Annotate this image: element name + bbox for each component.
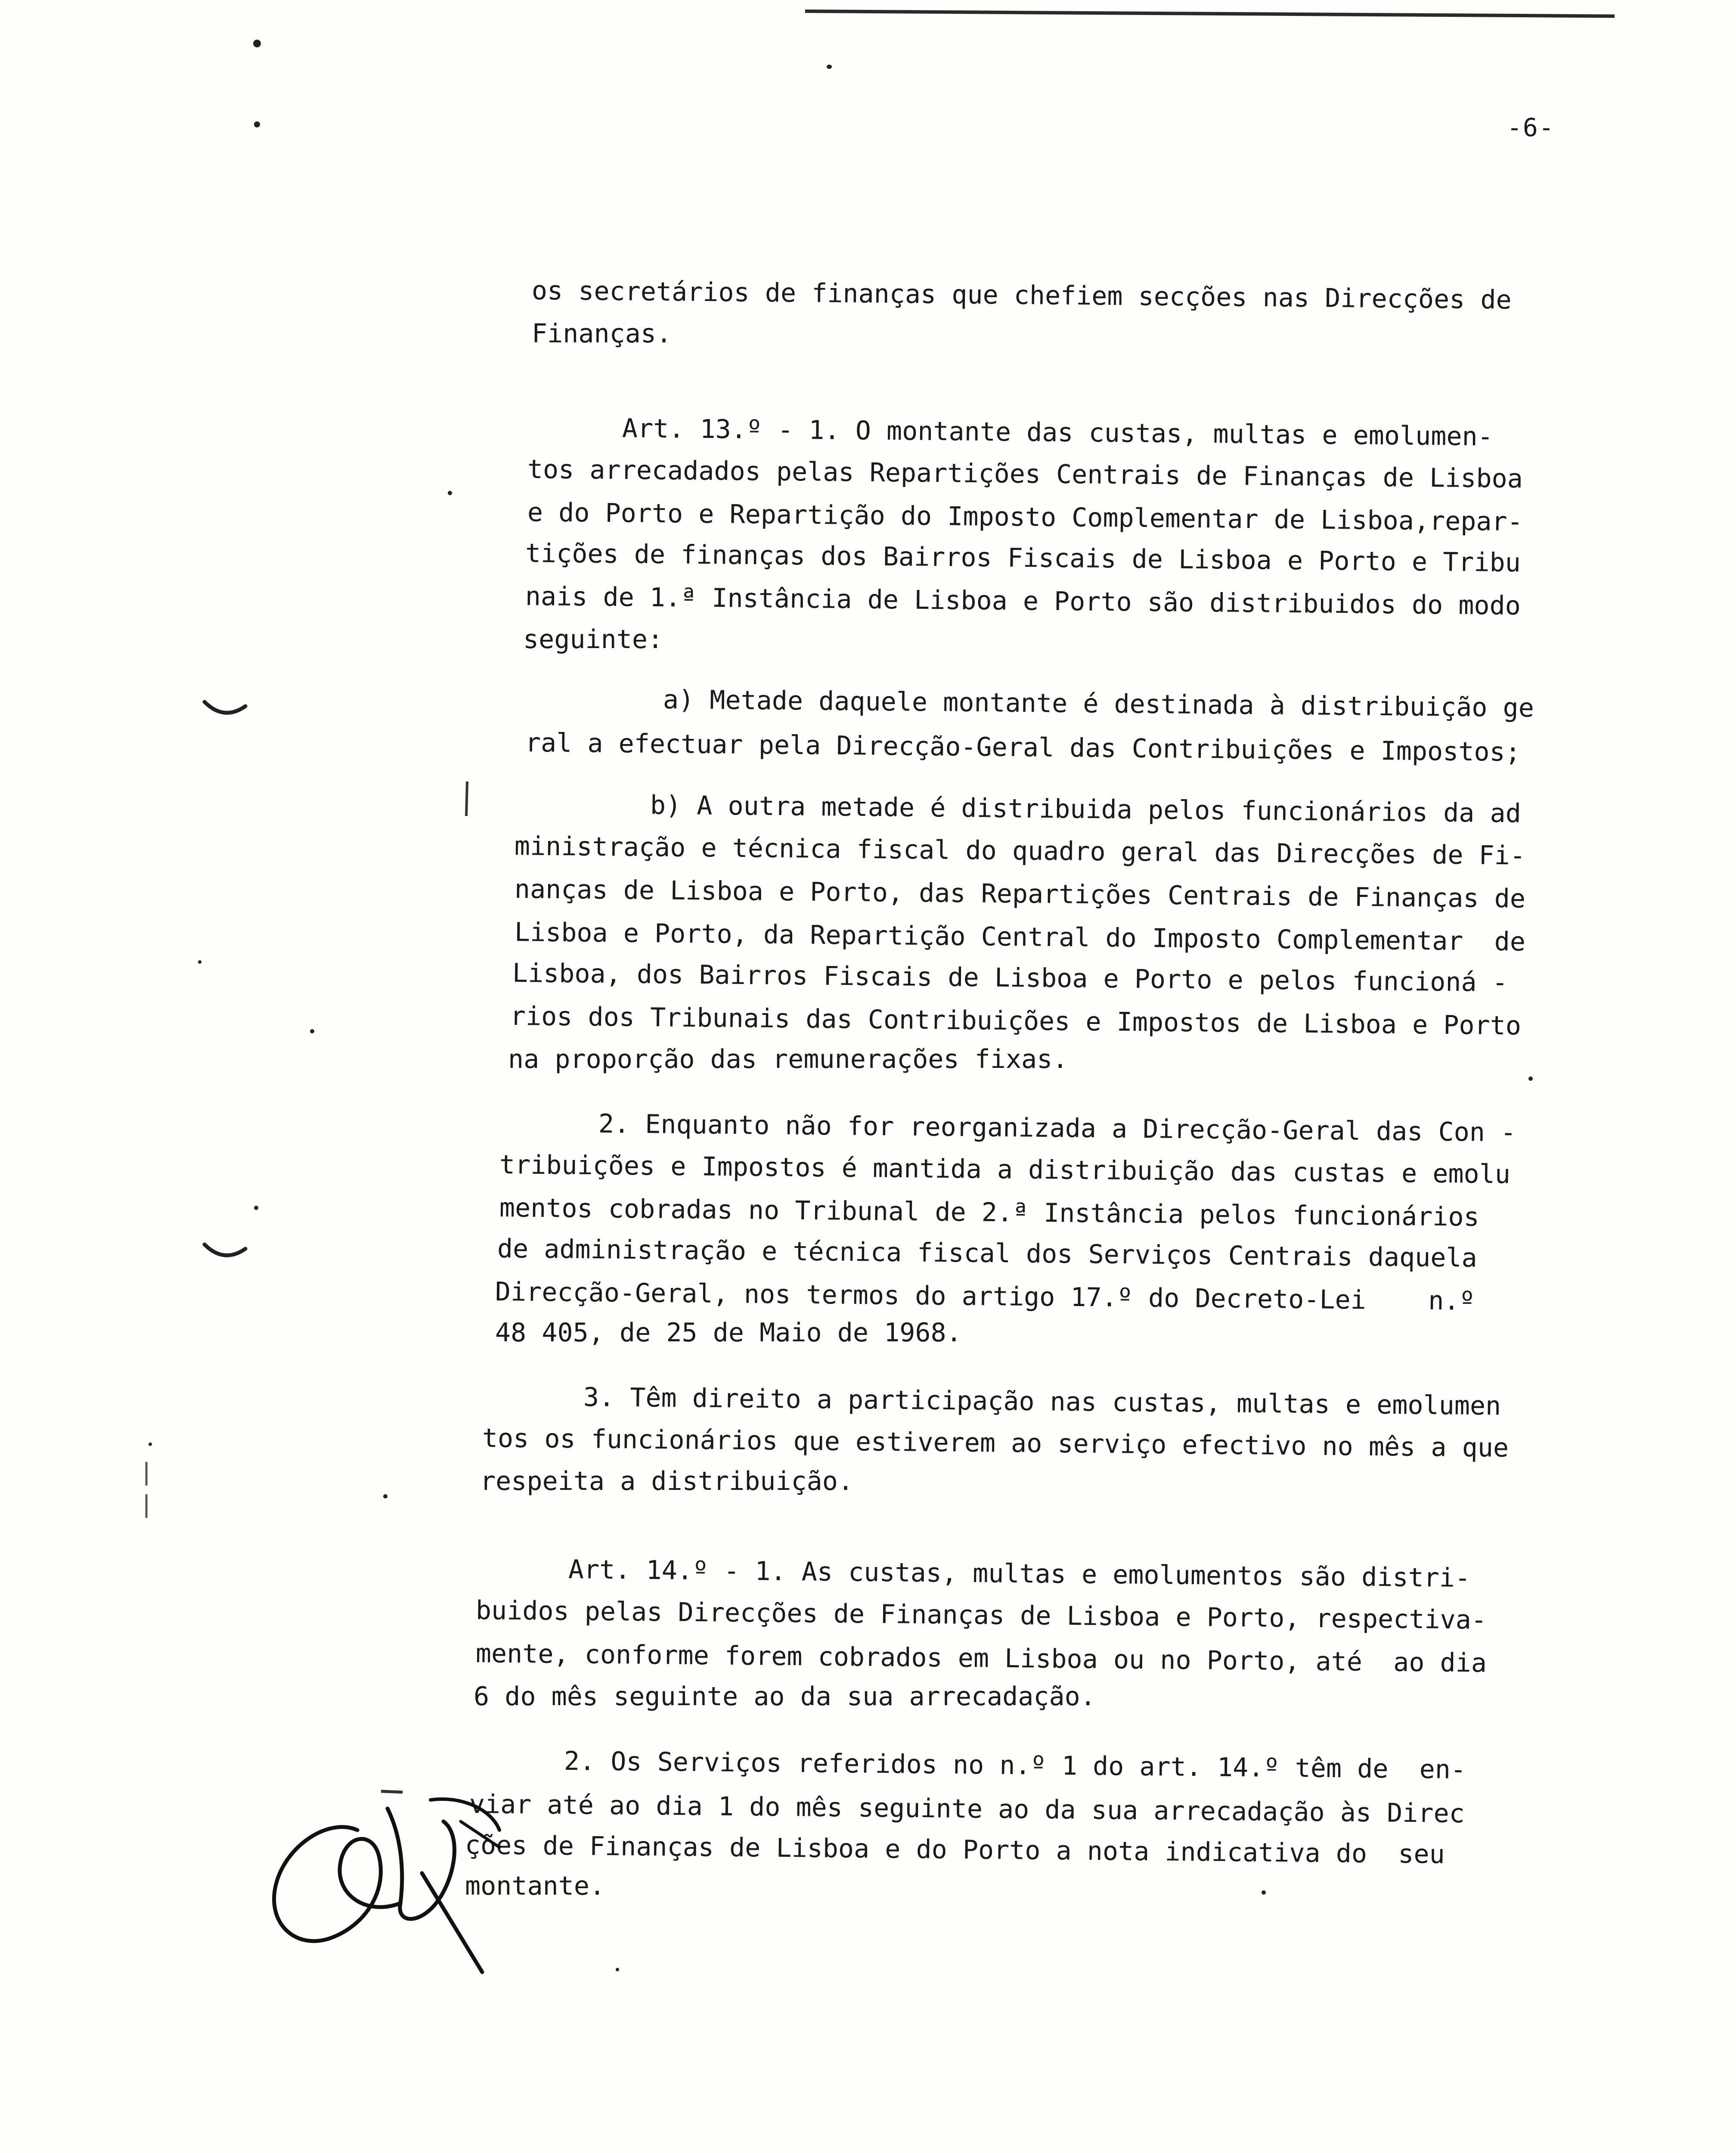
text-line: 48 405, de 25 de Maio de 1968. bbox=[495, 1318, 962, 1348]
text-line: de administração e técnica fiscal dos Serviços Centrais daquela bbox=[497, 1234, 1477, 1273]
text-line: Lisboa, dos Bairros Fiscais de Lisboa e Porto e pelos funcioná - bbox=[512, 958, 1508, 998]
text-line: tribuições e Impostos é mantida a distribuição das custas e emolu bbox=[499, 1150, 1511, 1190]
scan-speck bbox=[254, 121, 260, 127]
text-line: ções de Finanças de Lisboa e do Porto a nota indicativa do seu bbox=[465, 1830, 1445, 1870]
scan-speck bbox=[149, 1443, 152, 1446]
text-line: respeita a distribuição. bbox=[480, 1466, 853, 1496]
text-line: ministração e técnica fiscal do quadro geral das Direcções de Fi- bbox=[514, 831, 1526, 871]
text-line: tos os funcionários que estiverem ao serviço efectivo no mês a que bbox=[482, 1423, 1509, 1463]
text-line: Lisboa e Porto, da Repartição Central do Imposto Complementar de bbox=[514, 917, 1526, 957]
text-line: montante. bbox=[465, 1871, 605, 1901]
text-line: buidos pelas Direcções de Finanças de Lisboa e Porto, respectiva- bbox=[475, 1595, 1487, 1635]
scan-speck bbox=[1262, 1890, 1266, 1895]
scan-speck bbox=[448, 491, 452, 495]
scan-speck bbox=[616, 1968, 619, 1971]
margin-vertical-stroke bbox=[463, 779, 471, 818]
text-line: mentos cobradas no Tribunal de 2.ª Instância pelos funcionários bbox=[499, 1193, 1479, 1232]
scan-speck bbox=[383, 1494, 388, 1498]
text-line: ral a efectuar pela Direcção-Geral das Contribuições e Impostos; bbox=[525, 728, 1521, 768]
text-line: b) A outra metade é distribuida pelos funcionários da ad bbox=[650, 790, 1522, 829]
handwritten-signature bbox=[258, 1783, 525, 1981]
scan-speck bbox=[198, 960, 202, 964]
text-line: Finanças. bbox=[532, 319, 672, 349]
text-line: 3. Têm direito a participação nas custas, multas e emolumen bbox=[583, 1382, 1501, 1421]
margin-check-mark bbox=[202, 1240, 250, 1266]
scan-speck bbox=[310, 1029, 314, 1033]
text-line: Art. 13.º - 1. O montante das custas, multas e emolumen- bbox=[622, 413, 1494, 452]
text-line: 2. Os Serviços referidos no n.º 1 do art. 14.º têm de en- bbox=[564, 1746, 1466, 1785]
text-line: nanças de Lisboa e Porto, das Repartições Centrais de Finanças de bbox=[514, 874, 1526, 914]
text-line: 2. Enquanto não for reorganizada a Direcção-Geral das Con - bbox=[598, 1109, 1516, 1148]
scan-speck bbox=[827, 65, 832, 69]
text-line: a) Metade daquele montante é destinada à distribuição ge bbox=[663, 685, 1534, 723]
text-line: seguinte: bbox=[523, 624, 663, 655]
text-line: os secretários de finanças que chefiem secções nas Direcções de bbox=[531, 276, 1512, 315]
text-line: e do Porto e Repartição do Imposto Complementar de Lisboa,repar- bbox=[527, 497, 1523, 537]
scan-speck bbox=[254, 1206, 258, 1210]
top-edge-rule bbox=[805, 9, 1615, 18]
margin-dash-stroke bbox=[142, 1460, 151, 1520]
scan-speck bbox=[253, 40, 261, 47]
text-line: na proporção das remunerações fixas. bbox=[508, 1044, 1068, 1074]
margin-check-mark bbox=[202, 698, 250, 723]
text-line: viar até ao dia 1 do mês seguinte ao da sua arrecadação às Direc bbox=[469, 1789, 1465, 1829]
text-line: rios dos Tribunais das Contribuições e Impostos de Lisboa e Porto bbox=[510, 1001, 1522, 1041]
text-line: tos arrecadados pelas Repartições Centrais de Finanças de Lisboa bbox=[527, 454, 1523, 494]
scan-speck bbox=[1528, 1076, 1533, 1081]
text-line: tições de finanças dos Bairros Fiscais de Lisboa e Porto e Tribu bbox=[525, 538, 1521, 578]
text-line: Direcção-Geral, nos termos do artigo 17.º do Decreto-Lei n.º bbox=[495, 1277, 1475, 1316]
text-line: Art. 14.º - 1. As custas, multas e emolumentos são distri- bbox=[568, 1554, 1471, 1594]
page-number: -6- bbox=[1507, 113, 1555, 142]
text-line: nais de 1.ª Instância de Lisboa e Porto são distribuidos do modo bbox=[525, 581, 1521, 621]
text-line: mente, conforme forem cobrados em Lisboa ou no Porto, até ao dia bbox=[475, 1638, 1487, 1678]
text-line: 6 do mês seguinte ao da sua arrecadação. bbox=[474, 1681, 1096, 1712]
